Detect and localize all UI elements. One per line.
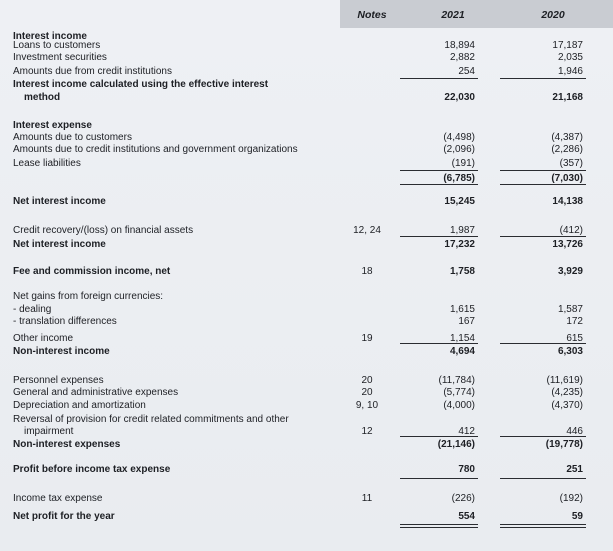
subtotal-rule xyxy=(500,236,586,237)
row-value-2020: (412) xyxy=(559,225,583,236)
row-label: Fee and commission income, net xyxy=(13,266,171,277)
row-label: Credit recovery/(loss) on financial assets xyxy=(13,225,194,236)
row-value-2020: (4,387) xyxy=(551,132,583,143)
row-value-2021: (4,498) xyxy=(443,132,475,143)
row-label: Interest income xyxy=(13,31,87,42)
row-value-2020: 6,303 xyxy=(557,346,583,357)
row-label: - dealing xyxy=(13,304,52,315)
row-label: impairment xyxy=(24,426,74,437)
row-label: Lease liabilities xyxy=(13,158,81,169)
row-label: method xyxy=(24,92,61,103)
row-value-2021: (2,096) xyxy=(443,144,475,155)
row-value-2021: 15,245 xyxy=(444,196,475,207)
subtotal-rule xyxy=(500,478,586,479)
row-value-2020: 13,726 xyxy=(552,239,583,250)
row-value-2021: (11,784) xyxy=(438,375,475,386)
row-value-2021: 554 xyxy=(458,511,475,522)
row-label: Non-interest income xyxy=(13,346,110,357)
row-label: Income tax expense xyxy=(13,493,103,504)
row-value-2021: 18,894 xyxy=(444,40,475,51)
row-notes: 20 xyxy=(361,387,373,398)
row-label: Investment securities xyxy=(13,52,107,63)
row-value-2021: (5,774) xyxy=(443,387,475,398)
row-value-2020: 446 xyxy=(566,426,583,437)
subtotal-rule xyxy=(400,170,478,171)
row-label: Net gains from foreign currencies: xyxy=(13,291,164,302)
row-notes: 12, 24 xyxy=(353,225,381,236)
row-value-2020: (357) xyxy=(559,158,583,169)
row-value-2020: 14,138 xyxy=(552,196,583,207)
row-value-2021: 2,882 xyxy=(449,52,475,63)
row-label: Reversal of provision for credit related commitments and other xyxy=(13,414,289,425)
year-2021-column-header: 2021 xyxy=(441,9,465,21)
row-notes: 12 xyxy=(361,426,373,437)
row-notes: 11 xyxy=(361,493,373,504)
subtotal-rule xyxy=(500,343,586,344)
subtotal-rule xyxy=(500,170,586,171)
row-value-2021: 167 xyxy=(458,316,475,327)
subtotal-rule xyxy=(400,478,478,479)
row-value-2021: (191) xyxy=(451,158,475,169)
row-value-2021: 4,694 xyxy=(449,346,475,357)
row-value-2021: 17,232 xyxy=(444,239,475,250)
row-value-2021: (226) xyxy=(451,493,475,504)
subtotal-rule xyxy=(400,436,478,437)
row-value-2021: 254 xyxy=(458,66,475,77)
row-value-2020: 59 xyxy=(571,511,583,522)
row-value-2020: (7,030) xyxy=(551,173,583,184)
row-label: Amounts due from credit institutions xyxy=(13,66,172,77)
row-value-2021: 1,987 xyxy=(449,225,475,236)
row-notes: 20 xyxy=(361,375,373,386)
row-value-2020: 2,035 xyxy=(557,52,583,63)
row-value-2021: (4,000) xyxy=(443,400,475,411)
row-notes: 19 xyxy=(361,333,373,344)
row-label: Interest expense xyxy=(13,120,92,131)
row-label: Amounts due to customers xyxy=(13,132,132,143)
row-label: Net profit for the year xyxy=(13,511,115,522)
year-2020-column-header: 2020 xyxy=(541,9,565,21)
row-label: - translation differences xyxy=(13,316,117,327)
row-value-2021: 780 xyxy=(458,464,475,475)
row-label: Net interest income xyxy=(13,196,106,207)
subtotal-rule xyxy=(500,436,586,437)
row-value-2020: (19,778) xyxy=(545,439,583,450)
row-value-2020: 251 xyxy=(566,464,583,475)
row-value-2021: (6,785) xyxy=(443,173,475,184)
row-label: Profit before income tax expense xyxy=(13,464,171,475)
row-value-2020: (4,370) xyxy=(551,400,583,411)
notes-column-header: Notes xyxy=(357,9,387,21)
subtotal-rule xyxy=(400,236,478,237)
row-value-2021: 1,154 xyxy=(449,333,475,344)
row-label: General and administrative expenses xyxy=(13,387,179,398)
row-value-2020: (11,619) xyxy=(546,375,583,386)
row-value-2021: 1,615 xyxy=(449,304,475,315)
row-label: Interest income calculated using the effective interest xyxy=(13,79,269,90)
double-total-rule xyxy=(400,524,478,528)
subtotal-rule xyxy=(400,184,478,185)
row-value-2020: 172 xyxy=(566,316,583,327)
subtotal-rule xyxy=(500,78,586,79)
row-label: Personnel expenses xyxy=(13,375,104,386)
row-value-2021: 1,758 xyxy=(449,266,475,277)
row-notes: 18 xyxy=(361,266,373,277)
row-value-2020: (192) xyxy=(559,493,583,504)
row-value-2021: (21,146) xyxy=(437,439,475,450)
row-notes: 9, 10 xyxy=(355,400,379,411)
subtotal-rule xyxy=(400,343,478,344)
double-total-rule xyxy=(500,524,586,528)
row-label: Amounts due to credit institutions and government organizations xyxy=(13,144,298,155)
row-label: Net interest income xyxy=(13,239,106,250)
row-value-2020: 21,168 xyxy=(552,92,583,103)
row-value-2020: (2,286) xyxy=(551,144,583,155)
row-value-2020: 1,587 xyxy=(557,304,583,315)
row-value-2020: 17,187 xyxy=(552,40,583,51)
subtotal-rule xyxy=(400,78,478,79)
row-label: Other income xyxy=(13,333,74,344)
row-label: Loans to customers xyxy=(13,40,101,51)
row-value-2020: 1,946 xyxy=(557,66,583,77)
row-value-2020: 615 xyxy=(566,333,583,344)
subtotal-rule xyxy=(500,184,586,185)
row-label: Depreciation and amortization xyxy=(13,400,146,411)
row-value-2021: 412 xyxy=(458,426,475,437)
row-label: Non-interest expenses xyxy=(13,439,121,450)
row-value-2020: (4,235) xyxy=(551,387,583,398)
row-value-2021: 22,030 xyxy=(444,92,475,103)
row-value-2020: 3,929 xyxy=(557,266,583,277)
